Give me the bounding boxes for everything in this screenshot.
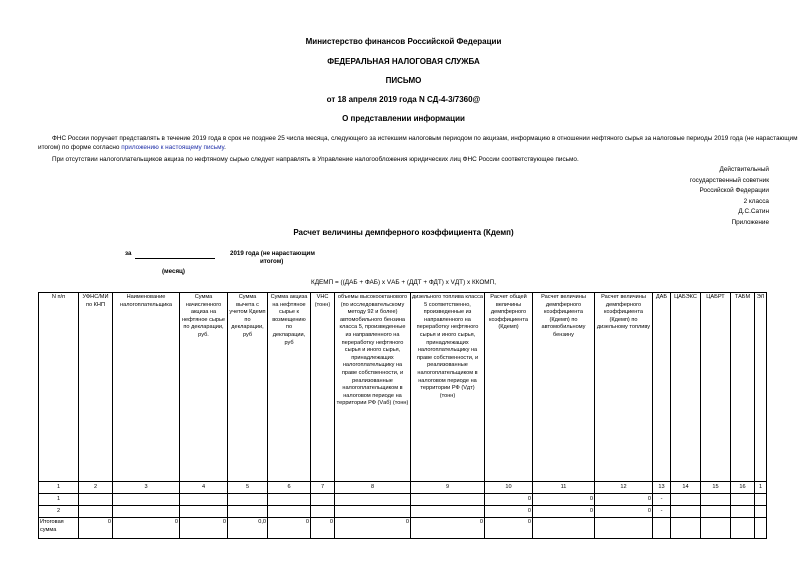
doc-date-number: от 18 апреля 2019 года N СД-4-3/7360@: [326, 95, 481, 104]
col-header: Сумма начисленного акциза на нефтяное сырье по декларации, руб.: [180, 293, 228, 482]
cell: [335, 506, 411, 518]
cell: 0,0: [228, 518, 268, 539]
doc-subject: О представлении информации: [342, 114, 465, 123]
cell: 0: [311, 518, 335, 539]
cell: [228, 494, 268, 506]
table-row: [39, 494, 767, 506]
col-header: Сумма акциза на нефтяное сырье к возмещению по декларации, руб: [268, 293, 311, 482]
period-text: [230, 250, 320, 266]
cell: 0: [335, 518, 411, 539]
col-number: 12: [595, 482, 653, 494]
cell: [595, 518, 653, 539]
col-number: 7: [311, 482, 335, 494]
period-za: за: [125, 250, 132, 257]
cell: 0: [113, 518, 180, 539]
cell: [701, 494, 731, 506]
cell: [180, 506, 228, 518]
col-number: 3: [113, 482, 180, 494]
signature-line-4: 2 класса: [743, 197, 769, 205]
paragraph-1: [38, 134, 798, 152]
month-caption: (месяц): [162, 268, 185, 275]
cell: [113, 494, 180, 506]
signature-block: [649, 165, 769, 228]
col-number: 4: [180, 482, 228, 494]
column-number-row: [39, 482, 767, 494]
col-header: Сумма вычета с учетом Кдемп по декларации, руб: [228, 293, 268, 482]
col-header: ЦАБРТ: [701, 293, 731, 482]
col-number: 9: [411, 482, 485, 494]
cell: [671, 506, 701, 518]
cell: 0: [180, 518, 228, 539]
col-header: Наименование налогоплательщика: [113, 293, 180, 482]
period-line-2: итогом): [260, 258, 284, 265]
signature-line-1: Действительный: [719, 166, 769, 173]
cell: [228, 506, 268, 518]
cell: [755, 494, 767, 506]
calc-title: Расчет величины демпферного коэффициента (Кдемп): [293, 228, 514, 237]
appendix-link[interactable]: приложению к настоящему письму: [121, 144, 225, 151]
cell: 0: [79, 518, 113, 539]
col-number: 15: [701, 482, 731, 494]
col-number: 2: [79, 482, 113, 494]
col-number: 10: [485, 482, 533, 494]
col-header: Расчет общей величины демпферного коэффициента (Кдемп): [485, 293, 533, 482]
cell: -: [653, 494, 671, 506]
cell: 0: [533, 506, 595, 518]
calc-table: [38, 292, 767, 539]
col-header: Расчет величины демпферного коэффициента (Кдемп) по автомобильному бензину: [533, 293, 595, 482]
cell: [701, 506, 731, 518]
cell: [671, 518, 701, 539]
cell: [731, 518, 755, 539]
signature-line-3: Российской Федерации: [699, 187, 769, 194]
month-underline: [135, 258, 215, 259]
cell: [79, 506, 113, 518]
col-number: 16: [731, 482, 755, 494]
col-header: объемы высокооктанового (по исследовательскому методу 92 и более) автомобильного бензина класса 5, произведенные из направленного на переработку нефтяного сырья и иного сырья, принадлежащих налогоплательщику на праве собственности, и реализованные налогоплательщиком в налоговом периоде на территории РФ (Vаб) (тонн): [335, 293, 411, 482]
cell: [268, 494, 311, 506]
cell: 0: [595, 494, 653, 506]
paragraph-2: При отсутствии налогоплательщиков акциза по нефтяному сырью следует направлять в Управление налогообложения юридических лиц ФНС России соответствующее письмо.: [52, 156, 579, 163]
cell: [671, 494, 701, 506]
cell: [731, 506, 755, 518]
cell: 0: [533, 494, 595, 506]
cell: [311, 506, 335, 518]
cell: [180, 494, 228, 506]
col-header: дизельного топлива класса 5 соответственно, произведенные из направленного на переработку нефтяного сырья и иного сырья, принадлежащих налогоплательщику на праве собственности, и реализованные налогоплательщиком в налоговом периоде на территории РФ (Vдт) (тонн): [411, 293, 485, 482]
paragraph-1-text: ФНС России поручает представлять в течение 2019 года в срок не позднее 25 числа месяца, следующего за истекшим налоговым периодом по акцизам, информацию в отношении нефтяного сырья за налоговые периоды 2019 года (не нарастающим итогом) по форме согласно: [38, 135, 798, 151]
cell: [335, 494, 411, 506]
col-number: 8: [335, 482, 411, 494]
col-header: ЭЛ: [755, 293, 767, 482]
total-label: Итоговая сумма: [39, 518, 79, 539]
cell: [411, 506, 485, 518]
col-header: N п/п: [39, 293, 79, 482]
col-header: ЦАБЭКС: [671, 293, 701, 482]
cell: 0: [485, 506, 533, 518]
col-number: 13: [653, 482, 671, 494]
col-number: 11: [533, 482, 595, 494]
period-line-1: 2019 года (не нарастающим: [230, 250, 315, 257]
col-number: 5: [228, 482, 268, 494]
table-header-row: [39, 293, 767, 482]
col-header: VНС (тонн): [311, 293, 335, 482]
total-row: [39, 518, 767, 539]
col-number: 1: [39, 482, 79, 494]
signature-line-2: государственный советник: [689, 176, 769, 184]
cell: [755, 506, 767, 518]
col-number: 1: [755, 482, 767, 494]
cell: 1: [39, 494, 79, 506]
paragraph-1-end: .: [224, 144, 226, 151]
col-header: ТАБМ: [731, 293, 755, 482]
table-row: [39, 506, 767, 518]
formula: КДЕМП = ((ДАБ + ФАБ) х VАБ + (ДДТ + ФДТ) х VДТ) х ККОМП,: [310, 279, 497, 286]
cell: [79, 494, 113, 506]
col-header: УФНС/МИ по КНП: [79, 293, 113, 482]
cell: [311, 494, 335, 506]
cell: 0: [411, 518, 485, 539]
cell: [533, 518, 595, 539]
cell: [755, 518, 767, 539]
cell: [701, 518, 731, 539]
ministry-name: Министерство финансов Российской Федерации: [305, 37, 502, 46]
signature-name: Д.С.Сатин: [738, 208, 769, 215]
service-name: ФЕДЕРАЛЬНАЯ НАЛОГОВАЯ СЛУЖБА: [327, 57, 480, 66]
cell: 0: [485, 518, 533, 539]
doc-type: ПИСЬМО: [385, 76, 422, 85]
cell: [113, 506, 180, 518]
col-header: Расчет величины демпферного коэффициента (Кдемп) по дизельному топливу: [595, 293, 653, 482]
cell: [268, 506, 311, 518]
cell: 0: [485, 494, 533, 506]
cell: [411, 494, 485, 506]
cell: -: [653, 506, 671, 518]
cell: [731, 494, 755, 506]
cell: 0: [268, 518, 311, 539]
col-header: ДАБ: [653, 293, 671, 482]
cell: [653, 518, 671, 539]
appendix-label: Приложение: [731, 218, 769, 226]
cell: 2: [39, 506, 79, 518]
cell: 0: [595, 506, 653, 518]
col-number: 6: [268, 482, 311, 494]
col-number: 14: [671, 482, 701, 494]
